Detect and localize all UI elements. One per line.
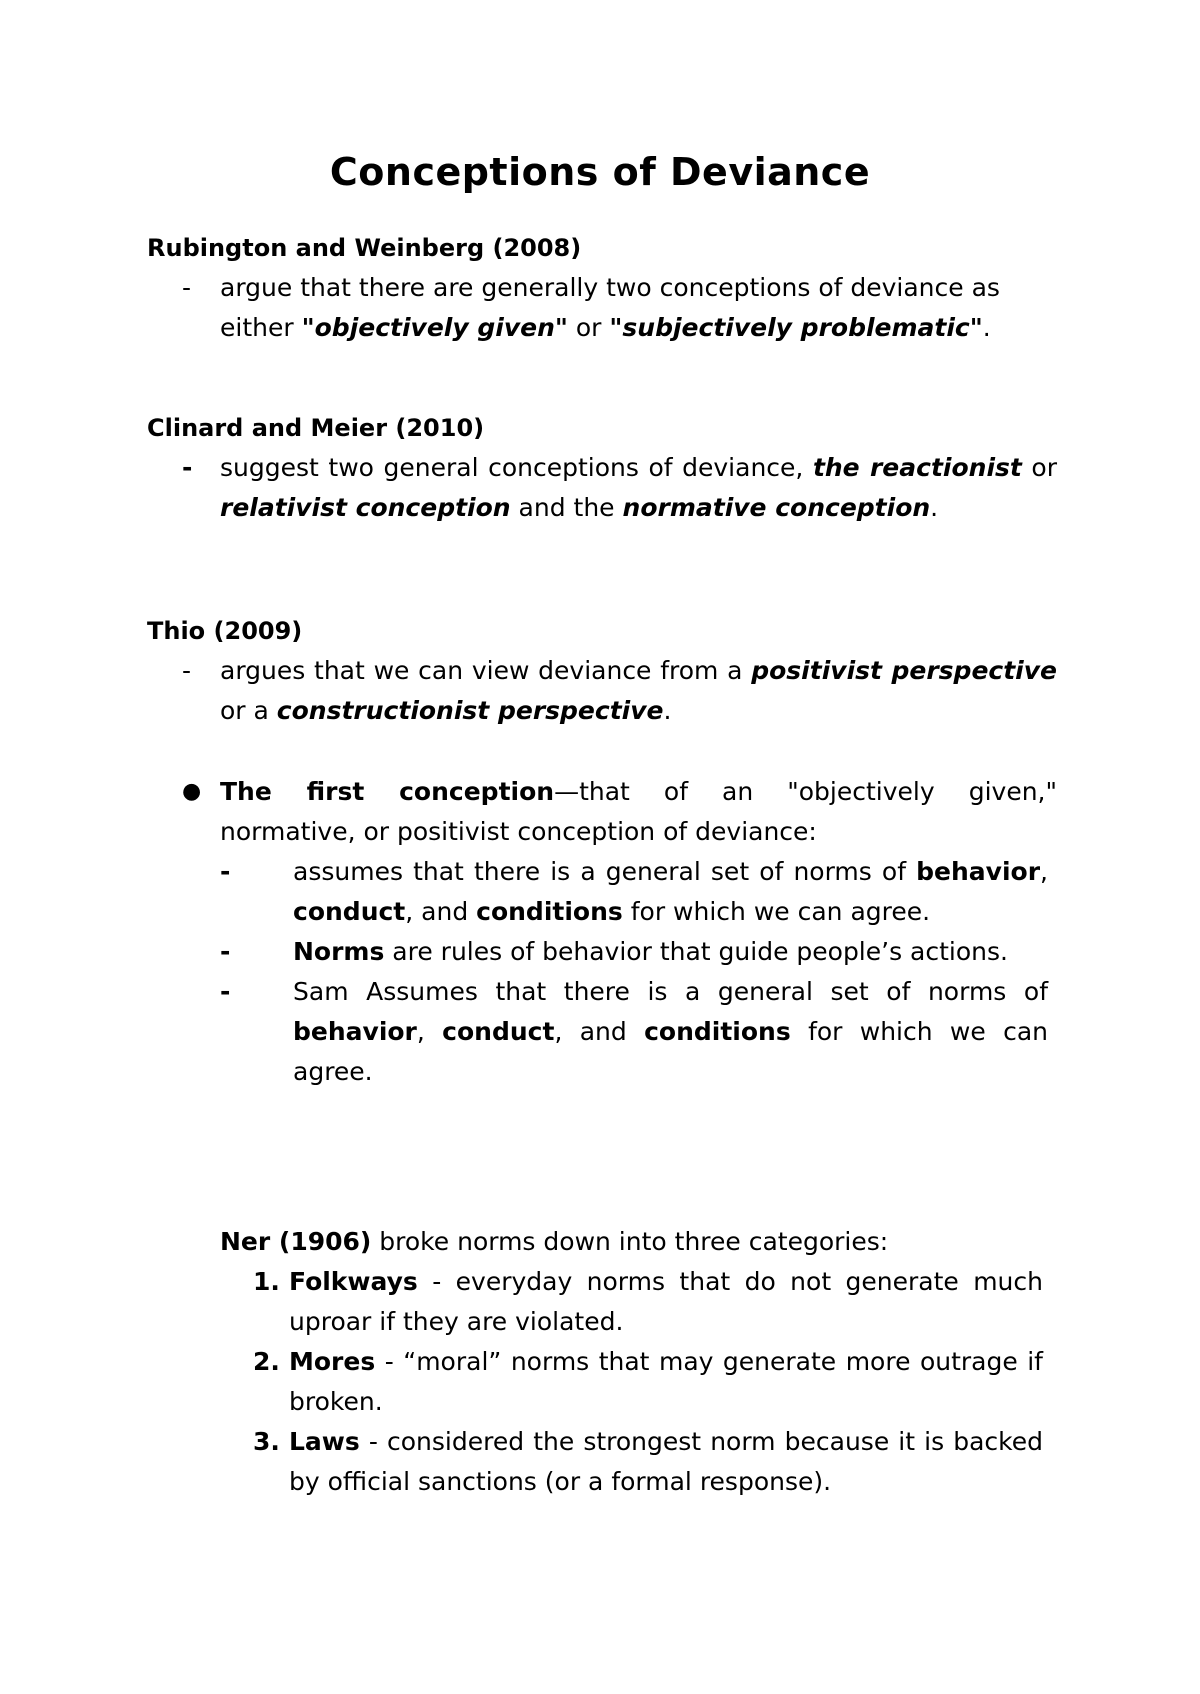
list-item <box>147 448 1057 528</box>
section-rubington-weinberg <box>147 228 1057 348</box>
item-text: argue that there are generally two conceptions of deviance as either "objectively given" or "subjectively problematic". <box>220 273 1000 342</box>
bullet-marker: ● <box>182 779 202 804</box>
item-text: assumes that there is a general set of norms of behavior, conduct, and conditions for which we can agree. <box>293 857 1048 926</box>
item-text: Mores - “moral” norms that may generate more outrage if broken. <box>289 1347 1043 1416</box>
item-text: Norms are rules of behavior that guide people’s actions. <box>293 937 1008 966</box>
number-marker: 3. <box>253 1427 280 1456</box>
section-thio <box>147 611 1057 731</box>
section-heading: Rubington and Weinberg (2008) <box>147 234 582 262</box>
section-heading: Clinard and Meier (2010) <box>147 414 485 442</box>
item-text: Laws - considered the strongest norm because it is backed by official sanctions (or a formal response). <box>289 1427 1043 1496</box>
dash-marker: - <box>182 656 192 685</box>
page-title: Conceptions of Deviance <box>329 150 871 194</box>
numbered-item <box>253 1342 1057 1422</box>
categories-intro: Ner (1906) broke norms down into three categories: <box>220 1227 889 1256</box>
item-text: argues that we can view deviance from a positivist perspective or a constructionist perspective. <box>220 656 1057 725</box>
section-norm-categories <box>147 1222 1057 1502</box>
sub-list-item <box>220 852 1057 932</box>
bullet-line-2: normative, or positivist conception of deviance: <box>220 817 817 846</box>
dash-marker: - <box>182 453 193 482</box>
item-text: suggest two general conceptions of deviance, the reactionist or relativist conception and the normative conception. <box>220 453 1057 522</box>
numbered-item <box>253 1262 1057 1342</box>
section-clinard-meier <box>147 408 1057 528</box>
sub-list-item <box>220 932 1057 972</box>
item-text: Folkways - everyday norms that do not generate much uproar if they are violated. <box>289 1267 1043 1336</box>
dash-marker: - <box>220 977 231 1006</box>
numbered-item <box>253 1422 1057 1502</box>
bullet-text <box>220 772 1057 852</box>
list-item <box>147 651 1057 731</box>
bullet-item <box>147 772 1057 852</box>
item-text: Sam Assumes that there is a general set of norms of behavior, conduct, and conditions for which we can agree. <box>293 977 1048 1086</box>
dash-marker: - <box>220 937 231 966</box>
sub-list-item <box>220 972 1057 1092</box>
number-marker: 2. <box>253 1347 280 1376</box>
section-heading: Thio (2009) <box>147 617 303 645</box>
dash-marker: - <box>182 273 192 302</box>
list-item <box>147 268 1057 348</box>
number-marker: 1. <box>253 1267 280 1296</box>
dash-marker: - <box>220 857 231 886</box>
section-first-conception <box>147 772 1057 1092</box>
bullet-line-1: The first conception—that of an "objectively given," <box>220 777 1057 806</box>
